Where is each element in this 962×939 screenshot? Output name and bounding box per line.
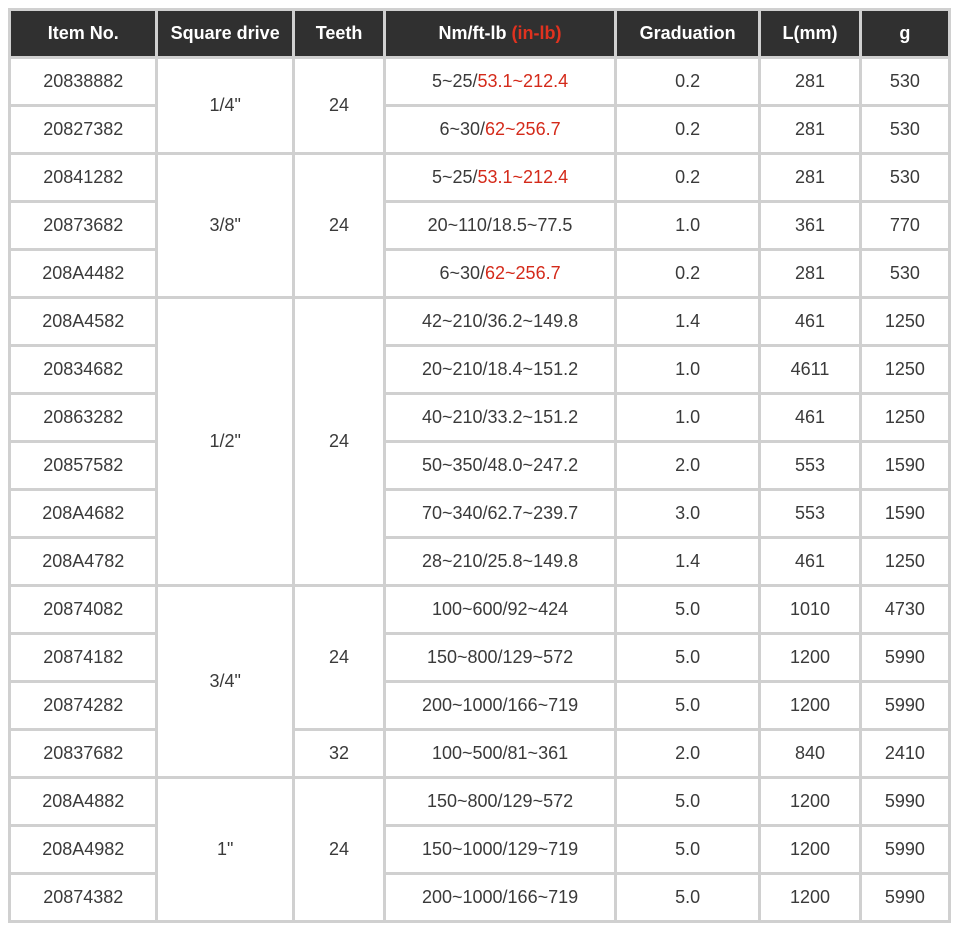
torque-range-cell xyxy=(386,443,614,488)
torque-range-cell xyxy=(386,347,614,392)
torque-range-cell xyxy=(386,155,614,200)
length-cell: 553 xyxy=(761,491,858,536)
torque-nm-ftlb: 20~110/18.5~77.5 xyxy=(427,215,573,235)
length-cell: 281 xyxy=(761,251,858,296)
torque-wrench-spec-table xyxy=(8,8,951,923)
graduation-cell: 3.0 xyxy=(617,491,758,536)
torque-range-cell xyxy=(386,107,614,152)
torque-nm-ftlb: 50~350/48.0~247.2 xyxy=(421,455,579,475)
item-number-cell: 20874382 xyxy=(11,875,155,920)
length-cell: 4611 xyxy=(761,347,858,392)
graduation-cell: 5.0 xyxy=(617,779,758,824)
length-cell: 1010 xyxy=(761,587,858,632)
item-number-cell: 208A4682 xyxy=(11,491,155,536)
teeth-cell: 24 xyxy=(295,299,383,584)
header-length: L(mm) xyxy=(761,11,858,56)
teeth-cell: 24 xyxy=(295,587,383,728)
item-number-cell: 208A4482 xyxy=(11,251,155,296)
torque-range-cell xyxy=(386,635,614,680)
weight-cell: 4730 xyxy=(862,587,948,632)
torque-in-lb: 53.1~212.4 xyxy=(477,167,569,187)
weight-cell: 1250 xyxy=(862,347,948,392)
weight-cell: 1250 xyxy=(862,395,948,440)
item-number-cell: 20874282 xyxy=(11,683,155,728)
torque-range-cell xyxy=(386,539,614,584)
item-number-cell: 20838882 xyxy=(11,59,155,104)
torque-nm-ftlb: 150~800/129~572 xyxy=(426,647,574,667)
weight-cell: 5990 xyxy=(862,635,948,680)
weight-cell: 1590 xyxy=(862,491,948,536)
weight-cell: 5990 xyxy=(862,683,948,728)
table-row xyxy=(11,59,948,104)
teeth-cell: 24 xyxy=(295,779,383,920)
graduation-cell: 1.0 xyxy=(617,347,758,392)
table-row xyxy=(11,251,948,296)
item-number-cell: 208A4782 xyxy=(11,539,155,584)
torque-in-lb: 62~256.7 xyxy=(485,263,561,283)
length-cell: 1200 xyxy=(761,875,858,920)
torque-nm-ftlb: 6~30/ xyxy=(439,263,486,283)
table-row xyxy=(11,347,948,392)
table-row xyxy=(11,731,948,776)
length-cell: 461 xyxy=(761,299,858,344)
item-number-cell: 208A4582 xyxy=(11,299,155,344)
table-row xyxy=(11,683,948,728)
header-teeth: Teeth xyxy=(295,11,383,56)
table-row xyxy=(11,443,948,488)
header-weight: g xyxy=(862,11,948,56)
graduation-cell: 0.2 xyxy=(617,107,758,152)
torque-range-cell xyxy=(386,587,614,632)
torque-nm-ftlb: 42~210/36.2~149.8 xyxy=(421,311,579,331)
item-number-cell: 20873682 xyxy=(11,203,155,248)
header-row xyxy=(11,11,948,56)
weight-cell: 1250 xyxy=(862,299,948,344)
square-drive-cell: 1/4" xyxy=(158,59,291,152)
graduation-cell: 1.4 xyxy=(617,539,758,584)
weight-cell: 770 xyxy=(862,203,948,248)
length-cell: 553 xyxy=(761,443,858,488)
table-row xyxy=(11,203,948,248)
header-torque-units: Nm/ft-lb xyxy=(438,23,512,43)
item-number-cell: 20837682 xyxy=(11,731,155,776)
torque-nm-ftlb: 200~1000/166~719 xyxy=(421,887,579,907)
length-cell: 840 xyxy=(761,731,858,776)
torque-range-cell xyxy=(386,683,614,728)
square-drive-cell: 3/4" xyxy=(158,587,291,776)
table-row xyxy=(11,155,948,200)
torque-range-cell xyxy=(386,779,614,824)
teeth-cell: 32 xyxy=(295,731,383,776)
torque-nm-ftlb: 200~1000/166~719 xyxy=(421,695,579,715)
square-drive-cell: 1/2" xyxy=(158,299,291,584)
weight-cell: 5990 xyxy=(862,827,948,872)
length-cell: 281 xyxy=(761,155,858,200)
torque-in-lb: 62~256.7 xyxy=(485,119,561,139)
graduation-cell: 5.0 xyxy=(617,827,758,872)
weight-cell: 530 xyxy=(862,107,948,152)
item-number-cell: 20857582 xyxy=(11,443,155,488)
table-body xyxy=(11,59,948,920)
graduation-cell: 5.0 xyxy=(617,683,758,728)
graduation-cell: 2.0 xyxy=(617,443,758,488)
item-number-cell: 20863282 xyxy=(11,395,155,440)
table-row xyxy=(11,299,948,344)
table-row xyxy=(11,587,948,632)
item-number-cell: 20874082 xyxy=(11,587,155,632)
length-cell: 1200 xyxy=(761,827,858,872)
graduation-cell: 0.2 xyxy=(617,251,758,296)
graduation-cell: 1.0 xyxy=(617,395,758,440)
length-cell: 461 xyxy=(761,539,858,584)
table-row xyxy=(11,395,948,440)
graduation-cell: 0.2 xyxy=(617,59,758,104)
header-graduation: Graduation xyxy=(617,11,758,56)
header-square-drive: Square drive xyxy=(158,11,291,56)
length-cell: 361 xyxy=(761,203,858,248)
teeth-cell: 24 xyxy=(295,155,383,296)
torque-range-cell xyxy=(386,395,614,440)
torque-range-cell xyxy=(386,59,614,104)
table-row xyxy=(11,491,948,536)
table-row xyxy=(11,539,948,584)
weight-cell: 1250 xyxy=(862,539,948,584)
length-cell: 281 xyxy=(761,107,858,152)
header-item-no: Item No. xyxy=(11,11,155,56)
torque-nm-ftlb: 40~210/33.2~151.2 xyxy=(421,407,579,427)
torque-range-cell xyxy=(386,491,614,536)
length-cell: 1200 xyxy=(761,635,858,680)
item-number-cell: 208A4982 xyxy=(11,827,155,872)
torque-range-cell xyxy=(386,251,614,296)
torque-nm-ftlb: 70~340/62.7~239.7 xyxy=(421,503,579,523)
weight-cell: 530 xyxy=(862,155,948,200)
weight-cell: 2410 xyxy=(862,731,948,776)
table-row xyxy=(11,875,948,920)
table-row xyxy=(11,779,948,824)
item-number-cell: 20841282 xyxy=(11,155,155,200)
torque-nm-ftlb: 6~30/ xyxy=(439,119,486,139)
weight-cell: 530 xyxy=(862,251,948,296)
length-cell: 281 xyxy=(761,59,858,104)
graduation-cell: 5.0 xyxy=(617,587,758,632)
torque-nm-ftlb: 28~210/25.8~149.8 xyxy=(421,551,579,571)
teeth-cell: 24 xyxy=(295,59,383,152)
torque-in-lb: 53.1~212.4 xyxy=(477,71,569,91)
torque-nm-ftlb: 100~500/81~361 xyxy=(431,743,569,763)
graduation-cell: 1.4 xyxy=(617,299,758,344)
graduation-cell: 2.0 xyxy=(617,731,758,776)
torque-range-cell xyxy=(386,299,614,344)
graduation-cell: 5.0 xyxy=(617,875,758,920)
weight-cell: 1590 xyxy=(862,443,948,488)
torque-range-cell xyxy=(386,827,614,872)
torque-range-cell xyxy=(386,731,614,776)
weight-cell: 5990 xyxy=(862,779,948,824)
length-cell: 461 xyxy=(761,395,858,440)
length-cell: 1200 xyxy=(761,683,858,728)
header-torque-range xyxy=(386,11,614,56)
torque-nm-ftlb: 5~25/ xyxy=(431,167,478,187)
item-number-cell: 20827382 xyxy=(11,107,155,152)
torque-nm-ftlb: 150~800/129~572 xyxy=(426,791,574,811)
item-number-cell: 20834682 xyxy=(11,347,155,392)
table-row xyxy=(11,107,948,152)
item-number-cell: 20874182 xyxy=(11,635,155,680)
graduation-cell: 0.2 xyxy=(617,155,758,200)
weight-cell: 530 xyxy=(862,59,948,104)
torque-nm-ftlb: 5~25/ xyxy=(431,71,478,91)
torque-nm-ftlb: 150~1000/129~719 xyxy=(421,839,579,859)
torque-range-cell xyxy=(386,203,614,248)
graduation-cell: 5.0 xyxy=(617,635,758,680)
table-row xyxy=(11,827,948,872)
item-number-cell: 208A4882 xyxy=(11,779,155,824)
square-drive-cell: 1" xyxy=(158,779,291,920)
length-cell: 1200 xyxy=(761,779,858,824)
graduation-cell: 1.0 xyxy=(617,203,758,248)
torque-nm-ftlb: 100~600/92~424 xyxy=(431,599,569,619)
header-torque-in-lb: (in-lb) xyxy=(511,23,562,43)
weight-cell: 5990 xyxy=(862,875,948,920)
square-drive-cell: 3/8" xyxy=(158,155,291,296)
table-row xyxy=(11,635,948,680)
torque-nm-ftlb: 20~210/18.4~151.2 xyxy=(421,359,579,379)
torque-range-cell xyxy=(386,875,614,920)
